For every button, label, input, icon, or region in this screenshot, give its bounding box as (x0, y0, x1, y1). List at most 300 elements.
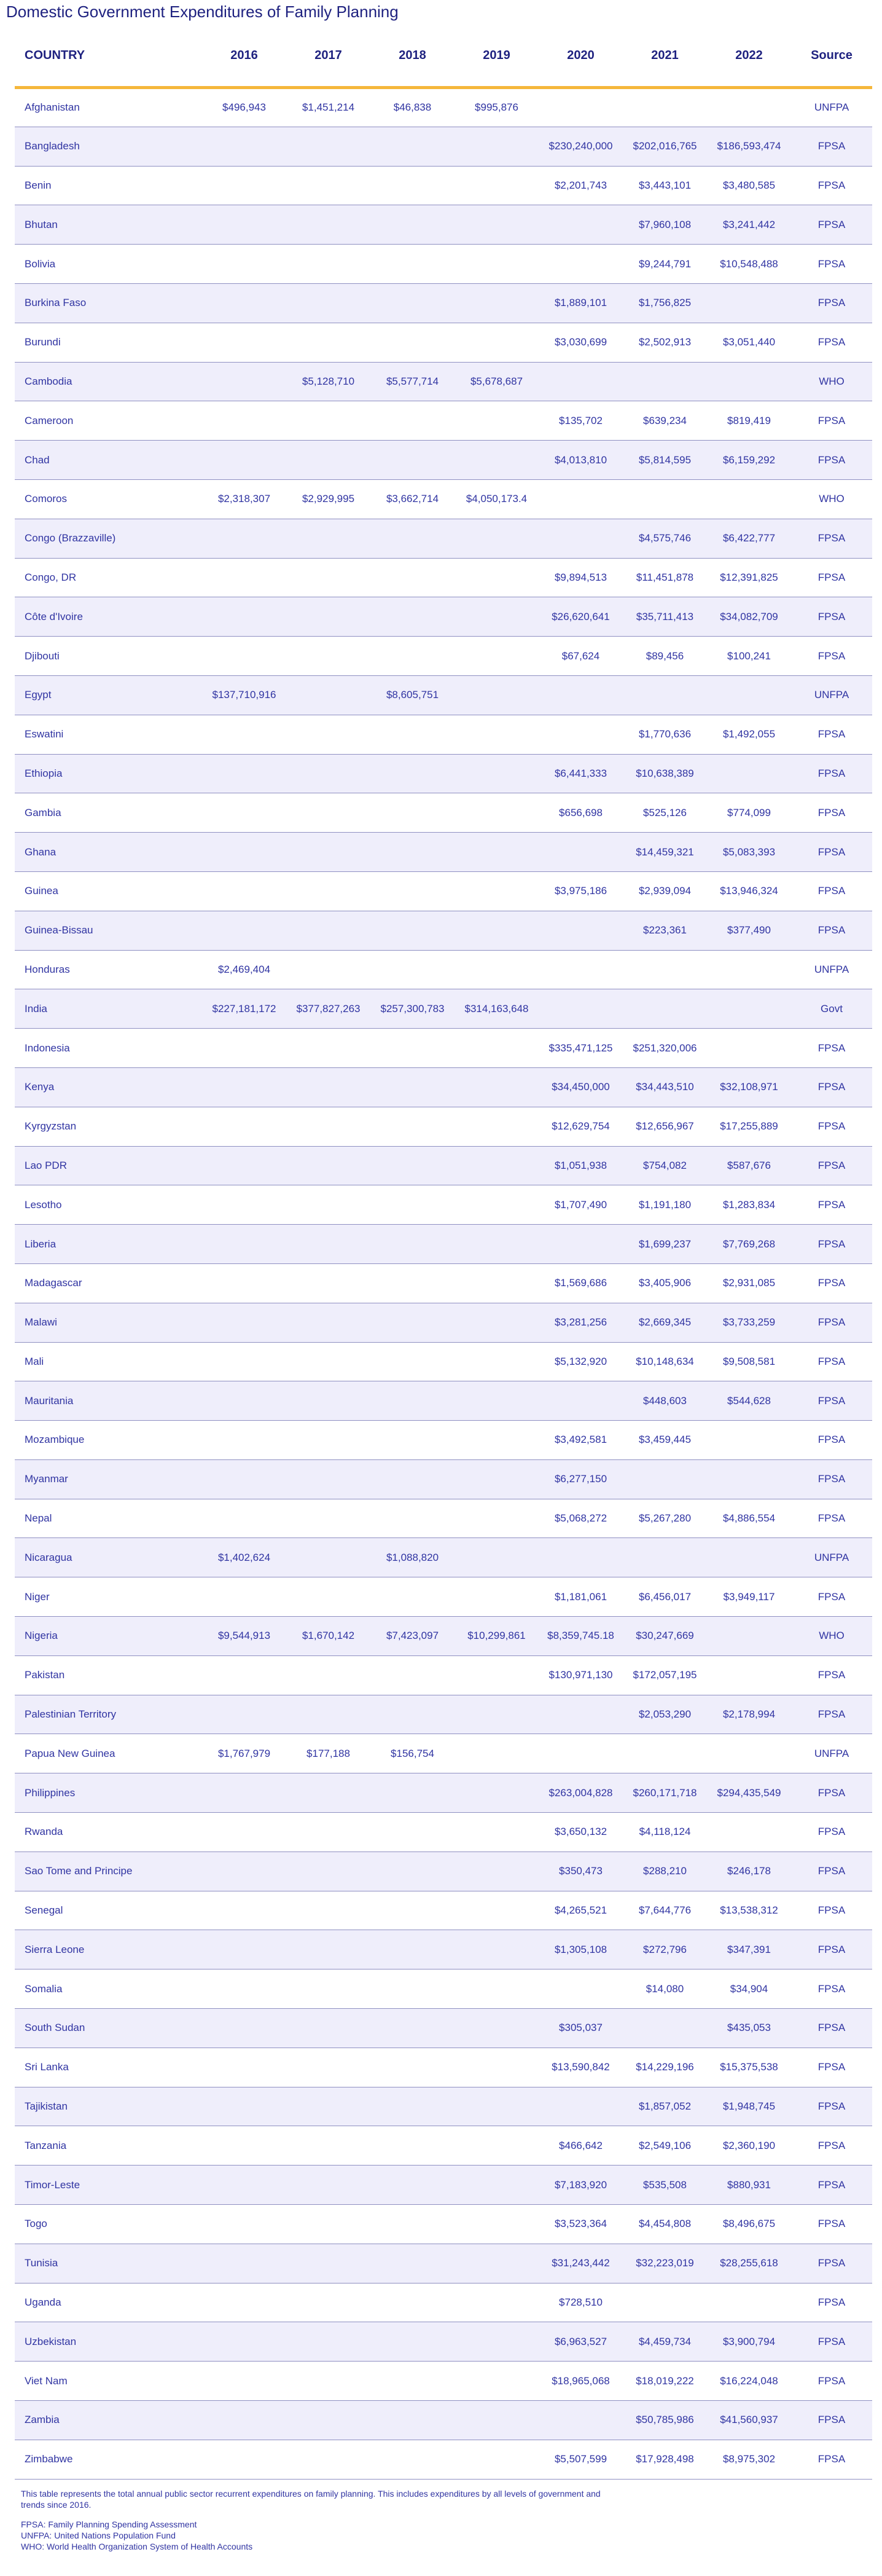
cell-source: FPSA (791, 1499, 872, 1538)
cell-2022: $13,538,312 (707, 1891, 791, 1930)
cell-2020: $1,889,101 (539, 283, 623, 323)
cell-2021: $2,502,913 (623, 323, 707, 362)
cell-2020 (539, 989, 623, 1029)
cell-2018 (370, 558, 455, 597)
cell-2020 (539, 1695, 623, 1734)
cell-2020: $6,277,150 (539, 1459, 623, 1499)
table-row (15, 1421, 872, 1460)
cell-2017 (286, 597, 370, 637)
cell-2018 (370, 1107, 455, 1146)
cell-source: UNFPA (791, 1734, 872, 1773)
cell-2022: $34,082,709 (707, 597, 791, 637)
cell-source: FPSA (791, 1225, 872, 1264)
cell-country: Benin (15, 166, 202, 205)
cell-2022: $774,099 (707, 793, 791, 833)
cell-2017 (286, 1107, 370, 1146)
cell-2017 (286, 1303, 370, 1342)
cell-source: FPSA (791, 2205, 872, 2244)
cell-2017 (286, 519, 370, 558)
cell-2018 (370, 2048, 455, 2087)
cell-2021: $535,508 (623, 2166, 707, 2205)
cell-source: FPSA (791, 2401, 872, 2440)
cell-2017 (286, 1577, 370, 1617)
table-row (15, 1538, 872, 1577)
cell-2022: $544,628 (707, 1381, 791, 1421)
source-legend (21, 2519, 882, 2552)
cell-source: FPSA (791, 2087, 872, 2126)
cell-2021: $11,451,878 (623, 558, 707, 597)
cell-2022 (707, 950, 791, 989)
cell-2017 (286, 1538, 370, 1577)
cell-2019: $995,876 (455, 88, 539, 127)
cell-2019 (455, 2126, 539, 2166)
cell-2018 (370, 637, 455, 676)
cell-2020: $3,030,699 (539, 323, 623, 362)
cell-2018: $46,838 (370, 88, 455, 127)
cell-2018 (370, 2244, 455, 2283)
cell-2021: $223,361 (623, 911, 707, 950)
cell-2019 (455, 2322, 539, 2362)
cell-source: WHO (791, 362, 872, 401)
cell-source: FPSA (791, 1891, 872, 1930)
cell-2017 (286, 833, 370, 872)
cell-2017 (286, 1773, 370, 1813)
cell-2016 (202, 1421, 286, 1460)
cell-country: Myanmar (15, 1459, 202, 1499)
column-header-2016: 2016 (202, 25, 286, 88)
cell-2020: $335,471,125 (539, 1029, 623, 1068)
table-row (15, 950, 872, 989)
cell-2017: $177,188 (286, 1734, 370, 1773)
cell-source: FPSA (791, 2009, 872, 2048)
cell-2019: $4,050,173.4 (455, 479, 539, 519)
cell-2018 (370, 1930, 455, 1969)
table-row (15, 1303, 872, 1342)
cell-2017: $1,451,214 (286, 88, 370, 127)
cell-country: Congo (Brazzaville) (15, 519, 202, 558)
cell-2016 (202, 2205, 286, 2244)
cell-2021: $2,939,094 (623, 871, 707, 911)
cell-2020 (539, 1538, 623, 1577)
cell-2021: $14,229,196 (623, 2048, 707, 2087)
cell-source: FPSA (791, 245, 872, 284)
cell-2016 (202, 441, 286, 480)
cell-2019 (455, 2440, 539, 2479)
cell-2021: $4,118,124 (623, 1813, 707, 1852)
cell-2022 (707, 1538, 791, 1577)
cell-2020: $6,441,333 (539, 754, 623, 793)
cell-country: Cambodia (15, 362, 202, 401)
cell-2020: $3,492,581 (539, 1421, 623, 1460)
cell-2021 (623, 1459, 707, 1499)
cell-2022: $819,419 (707, 401, 791, 441)
cell-2020: $3,281,256 (539, 1303, 623, 1342)
cell-2017 (286, 2126, 370, 2166)
cell-2022: $186,593,474 (707, 127, 791, 166)
cell-2021: $32,223,019 (623, 2244, 707, 2283)
cell-2021: $17,928,498 (623, 2440, 707, 2479)
cell-2017 (286, 1185, 370, 1225)
cell-2020 (539, 362, 623, 401)
cell-2021: $639,234 (623, 401, 707, 441)
cell-2020: $4,265,521 (539, 1891, 623, 1930)
cell-2017 (286, 1813, 370, 1852)
cell-2019 (455, 2283, 539, 2322)
cell-2017 (286, 2322, 370, 2362)
cell-2016 (202, 715, 286, 754)
cell-2016 (202, 1499, 286, 1538)
cell-2022: $2,178,994 (707, 1695, 791, 1734)
cell-2022 (707, 1655, 791, 1695)
cell-2019 (455, 127, 539, 166)
cell-2022: $377,490 (707, 911, 791, 950)
cell-2020: $130,971,130 (539, 1655, 623, 1695)
cell-source: WHO (791, 1617, 872, 1656)
legend-item-fpsa: FPSA: Family Planning Spending Assessment (21, 2519, 197, 2529)
cell-source: FPSA (791, 2244, 872, 2283)
table-header-row (15, 25, 872, 88)
cell-2019 (455, 2244, 539, 2283)
cell-2018 (370, 950, 455, 989)
cell-2021: $35,711,413 (623, 597, 707, 637)
cell-2021 (623, 362, 707, 401)
cell-2022 (707, 675, 791, 715)
cell-2022: $1,283,834 (707, 1185, 791, 1225)
table-row (15, 675, 872, 715)
cell-2017 (286, 2009, 370, 2048)
cell-country: Zambia (15, 2401, 202, 2440)
cell-2020: $1,305,108 (539, 1930, 623, 1969)
cell-2022: $15,375,538 (707, 2048, 791, 2087)
cell-2020: $6,963,527 (539, 2322, 623, 2362)
cell-2021: $1,191,180 (623, 1185, 707, 1225)
cell-2018 (370, 441, 455, 480)
cell-2020: $34,450,000 (539, 1067, 623, 1107)
cell-2019 (455, 2009, 539, 2048)
cell-2019 (455, 1421, 539, 1460)
cell-2020: $656,698 (539, 793, 623, 833)
cell-country: Congo, DR (15, 558, 202, 597)
cell-2019 (455, 833, 539, 872)
cell-2019 (455, 323, 539, 362)
cell-2021: $1,857,052 (623, 2087, 707, 2126)
cell-source: FPSA (791, 1067, 872, 1107)
cell-source: FPSA (791, 715, 872, 754)
table-row (15, 871, 872, 911)
cell-2018 (370, 127, 455, 166)
table-row (15, 2283, 872, 2322)
table-row (15, 1107, 872, 1146)
cell-country: Guinea (15, 871, 202, 911)
cell-2017 (286, 1852, 370, 1891)
table-row (15, 833, 872, 872)
cell-2016 (202, 1930, 286, 1969)
cell-2019 (455, 2362, 539, 2401)
cell-source: FPSA (791, 1695, 872, 1734)
cell-2019 (455, 715, 539, 754)
cell-2022 (707, 88, 791, 127)
cell-2016: $9,544,913 (202, 1617, 286, 1656)
cell-2017: $2,929,995 (286, 479, 370, 519)
cell-2022 (707, 1459, 791, 1499)
cell-2016 (202, 1852, 286, 1891)
table-row (15, 1577, 872, 1617)
cell-2016 (202, 1342, 286, 1381)
cell-country: Mozambique (15, 1421, 202, 1460)
cell-2022: $2,931,085 (707, 1263, 791, 1303)
cell-country: Comoros (15, 479, 202, 519)
cell-2020: $230,240,000 (539, 127, 623, 166)
cell-2018 (370, 2126, 455, 2166)
cell-2016 (202, 2126, 286, 2166)
cell-2016 (202, 519, 286, 558)
cell-2016 (202, 1577, 286, 1617)
cell-2018 (370, 1891, 455, 1930)
cell-2020 (539, 1381, 623, 1421)
cell-2016 (202, 1146, 286, 1185)
cell-2021 (623, 675, 707, 715)
cell-2021: $30,247,669 (623, 1617, 707, 1656)
cell-source: FPSA (791, 597, 872, 637)
cell-2022: $6,422,777 (707, 519, 791, 558)
cell-country: Rwanda (15, 1813, 202, 1852)
cell-source: FPSA (791, 1342, 872, 1381)
table-row (15, 323, 872, 362)
cell-2020 (539, 1969, 623, 2009)
cell-2022: $3,241,442 (707, 205, 791, 245)
cell-2020: $8,359,745.18 (539, 1617, 623, 1656)
cell-2021: $34,443,510 (623, 1067, 707, 1107)
cell-2020: $67,624 (539, 637, 623, 676)
table-row (15, 519, 872, 558)
table-body (15, 88, 872, 2480)
cell-2016: $1,402,624 (202, 1538, 286, 1577)
cell-2022: $3,949,117 (707, 1577, 791, 1617)
cell-country: South Sudan (15, 2009, 202, 2048)
cell-country: Sri Lanka (15, 2048, 202, 2087)
cell-2016: $137,710,916 (202, 675, 286, 715)
cell-source: FPSA (791, 441, 872, 480)
cell-country: Kyrgyzstan (15, 1107, 202, 1146)
cell-2021 (623, 1734, 707, 1773)
cell-2019 (455, 1655, 539, 1695)
cell-2021: $4,454,808 (623, 2205, 707, 2244)
cell-2018 (370, 1773, 455, 1813)
cell-2016: $2,469,404 (202, 950, 286, 989)
cell-2016 (202, 2009, 286, 2048)
cell-2019 (455, 1813, 539, 1852)
cell-source: FPSA (791, 1930, 872, 1969)
cell-source: FPSA (791, 1655, 872, 1695)
cell-source: FPSA (791, 871, 872, 911)
cell-country: Liberia (15, 1225, 202, 1264)
cell-2016 (202, 871, 286, 911)
cell-2018 (370, 1303, 455, 1342)
cell-2021: $89,456 (623, 637, 707, 676)
cell-source: FPSA (791, 1813, 872, 1852)
cell-2016: $1,767,979 (202, 1734, 286, 1773)
cell-source: FPSA (791, 1459, 872, 1499)
cell-2021: $7,960,108 (623, 205, 707, 245)
cell-source: FPSA (791, 1577, 872, 1617)
table-row (15, 1185, 872, 1225)
table-row (15, 2126, 872, 2166)
cell-2020 (539, 911, 623, 950)
cell-2022 (707, 754, 791, 793)
cell-country: Guinea-Bissau (15, 911, 202, 950)
cell-2016 (202, 1969, 286, 2009)
cell-2022: $3,900,794 (707, 2322, 791, 2362)
table-row (15, 362, 872, 401)
cell-country: Eswatini (15, 715, 202, 754)
cell-2020: $2,201,743 (539, 166, 623, 205)
cell-2017 (286, 2205, 370, 2244)
cell-country: Ethiopia (15, 754, 202, 793)
cell-2018 (370, 793, 455, 833)
cell-2021: $448,603 (623, 1381, 707, 1421)
cell-2016 (202, 1773, 286, 1813)
cell-2016 (202, 2362, 286, 2401)
cell-2018 (370, 1499, 455, 1538)
cell-2020: $1,051,938 (539, 1146, 623, 1185)
cell-2021: $18,019,222 (623, 2362, 707, 2401)
table-row (15, 2244, 872, 2283)
cell-source: FPSA (791, 1146, 872, 1185)
cell-2019 (455, 1185, 539, 1225)
cell-source: FPSA (791, 2440, 872, 2479)
cell-country: Timor-Leste (15, 2166, 202, 2205)
cell-2020: $13,590,842 (539, 2048, 623, 2087)
cell-2021: $272,796 (623, 1930, 707, 1969)
cell-2016 (202, 166, 286, 205)
cell-source: FPSA (791, 1381, 872, 1421)
cell-2020 (539, 479, 623, 519)
cell-2019 (455, 1107, 539, 1146)
cell-country: Indonesia (15, 1029, 202, 1068)
cell-2019 (455, 1381, 539, 1421)
cell-2021: $2,669,345 (623, 1303, 707, 1342)
cell-country: Palestinian Territory (15, 1695, 202, 1734)
cell-2020: $5,507,599 (539, 2440, 623, 2479)
table-row (15, 989, 872, 1029)
cell-2018 (370, 2401, 455, 2440)
cell-2020: $263,004,828 (539, 1773, 623, 1813)
cell-2021: $1,756,825 (623, 283, 707, 323)
cell-2021: $10,148,634 (623, 1342, 707, 1381)
cell-2019: $314,163,648 (455, 989, 539, 1029)
cell-2016 (202, 205, 286, 245)
cell-2022 (707, 1813, 791, 1852)
cell-2018 (370, 1655, 455, 1695)
table-row (15, 2322, 872, 2362)
cell-source: FPSA (791, 833, 872, 872)
cell-2020: $1,569,686 (539, 1263, 623, 1303)
cell-2018 (370, 833, 455, 872)
cell-2022 (707, 362, 791, 401)
cell-2018 (370, 1813, 455, 1852)
cell-2019 (455, 245, 539, 284)
table-row (15, 205, 872, 245)
cell-2019 (455, 754, 539, 793)
cell-2021: $10,638,389 (623, 754, 707, 793)
cell-2019 (455, 1225, 539, 1264)
cell-2018 (370, 2087, 455, 2126)
cell-2019 (455, 1773, 539, 1813)
cell-country: Madagascar (15, 1263, 202, 1303)
cell-2018 (370, 1421, 455, 1460)
cell-2017 (286, 558, 370, 597)
cell-2020: $3,650,132 (539, 1813, 623, 1852)
cell-2022: $435,053 (707, 2009, 791, 2048)
cell-source: FPSA (791, 2048, 872, 2087)
cell-2016 (202, 1185, 286, 1225)
cell-2016 (202, 754, 286, 793)
cell-2020: $18,965,068 (539, 2362, 623, 2401)
cell-2021: $2,053,290 (623, 1695, 707, 1734)
cell-2022 (707, 283, 791, 323)
cell-2018 (370, 1577, 455, 1617)
cell-2019 (455, 2166, 539, 2205)
cell-2019 (455, 1891, 539, 1930)
cell-2020: $466,642 (539, 2126, 623, 2166)
cell-2016 (202, 2087, 286, 2126)
cell-source: FPSA (791, 205, 872, 245)
cell-2021 (623, 2009, 707, 2048)
cell-2022: $10,548,488 (707, 245, 791, 284)
cell-2019 (455, 1695, 539, 1734)
cell-2020: $350,473 (539, 1852, 623, 1891)
cell-country: Somalia (15, 1969, 202, 2009)
cell-source: FPSA (791, 793, 872, 833)
column-header-2021: 2021 (623, 25, 707, 88)
cell-2022: $3,733,259 (707, 1303, 791, 1342)
cell-2019 (455, 911, 539, 950)
cell-2020: $728,510 (539, 2283, 623, 2322)
table-row (15, 2205, 872, 2244)
cell-2017 (286, 637, 370, 676)
cell-2017 (286, 1342, 370, 1381)
column-header-2018: 2018 (370, 25, 455, 88)
cell-2022: $2,360,190 (707, 2126, 791, 2166)
cell-2021 (623, 479, 707, 519)
cell-2019 (455, 205, 539, 245)
cell-country: Mauritania (15, 1381, 202, 1421)
cell-2017 (286, 871, 370, 911)
cell-2019 (455, 558, 539, 597)
cell-source: FPSA (791, 2166, 872, 2205)
cell-2022: $587,676 (707, 1146, 791, 1185)
table-row (15, 1029, 872, 1068)
cell-2017 (286, 401, 370, 441)
cell-2022: $347,391 (707, 1930, 791, 1969)
cell-2017 (286, 2087, 370, 2126)
table-row (15, 1852, 872, 1891)
cell-2018: $3,662,714 (370, 479, 455, 519)
cell-2021 (623, 989, 707, 1029)
column-header-country: COUNTRY (15, 25, 202, 88)
cell-2022: $28,255,618 (707, 2244, 791, 2283)
cell-2016 (202, 2322, 286, 2362)
cell-2020 (539, 205, 623, 245)
cell-2018 (370, 401, 455, 441)
table-row (15, 2362, 872, 2401)
cell-2021: $9,244,791 (623, 245, 707, 284)
cell-2019 (455, 1342, 539, 1381)
cell-source: FPSA (791, 1029, 872, 1068)
cell-2021: $251,320,006 (623, 1029, 707, 1068)
cell-2021: $50,785,986 (623, 2401, 707, 2440)
cell-2018 (370, 1185, 455, 1225)
